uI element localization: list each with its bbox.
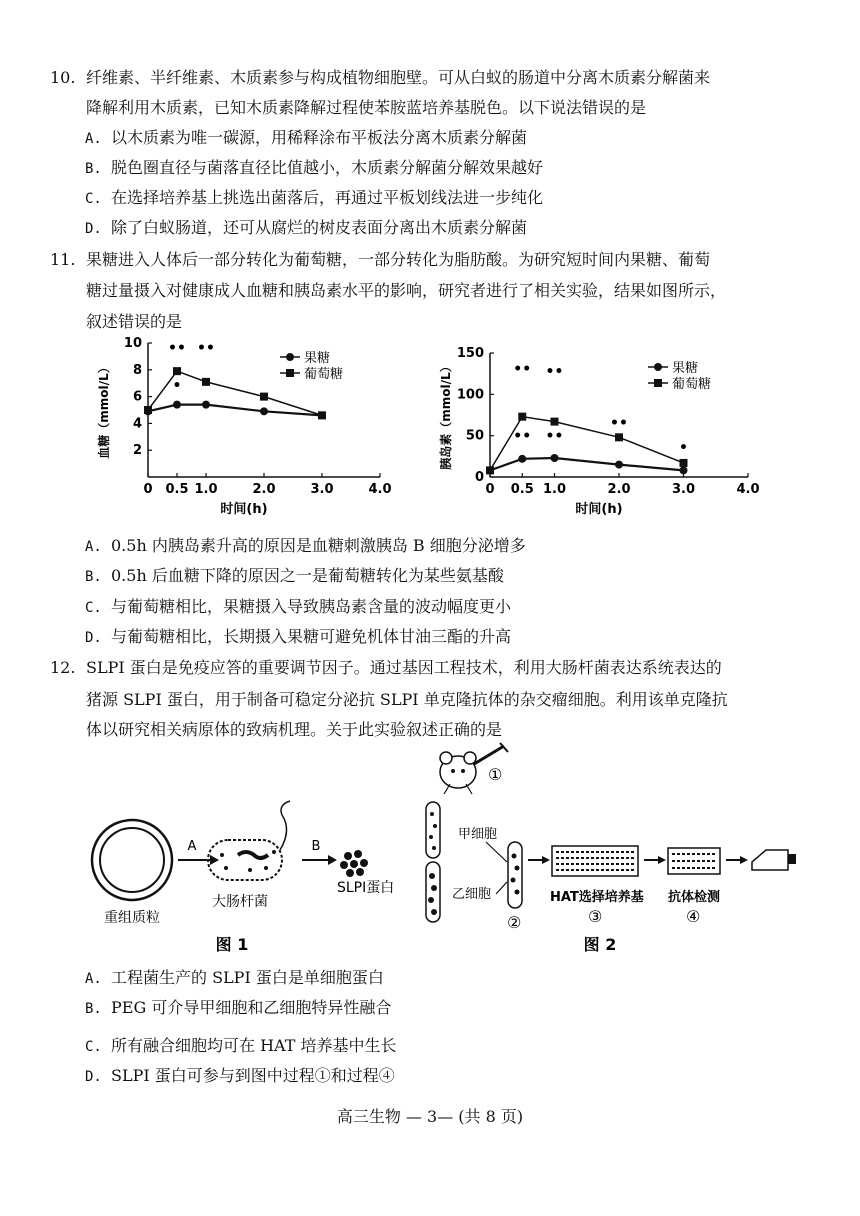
x-tick-label: 0 (143, 482, 153, 497)
step-1-marker: ① (488, 765, 503, 784)
q12-stem-line2: 猪源 SLPI 蛋白，用于制备可稳定分泌抗 SLPI 单克隆抗体的杂交瘤细胞。利用该单克隆抗 (86, 690, 728, 709)
significance-marker: •• (197, 340, 215, 357)
figure-2-caption: 图 2 (583, 935, 617, 954)
q11-option-a: A. 0.5h 内胰岛素升高的原因是血糖刺激胰岛 B 细胞分泌增多 (85, 536, 526, 555)
q10-option-c: C. 在选择培养基上挑选出菌落后，再通过平板划线法进一步纯化 (85, 188, 544, 207)
detection-plate-icon (668, 848, 720, 874)
antibody-detection-label: 抗体检测 (668, 890, 721, 905)
q12-option-d: D. SLPI 蛋白可参与到图中过程①和过程④ (85, 1066, 395, 1085)
data-point-glucose (260, 393, 268, 401)
x-tick-label: 4.0 (736, 482, 760, 497)
figure-1-caption: 图 1 (215, 935, 249, 954)
data-point-glucose (486, 466, 494, 474)
legend-marker (286, 369, 294, 377)
arrow-icon (528, 856, 550, 864)
x-tick-label: 1.0 (542, 482, 567, 497)
q10-stem-line2: 降解利用木质素，已知木质素降解过程使苯胺蓝培养基脱色。以下说法错误的是 (86, 98, 647, 117)
y-tick-label: 150 (456, 346, 484, 361)
legend-label: 葡萄糖 (304, 367, 344, 382)
data-point-glucose (680, 459, 688, 467)
culture-flask-icon (752, 850, 796, 870)
syringe-icon (474, 743, 508, 764)
legend-marker (654, 379, 662, 387)
q10-stem-line1: 纤维素、半纤维素、木质素参与构成植物细胞壁。可从白蚁的肠道中分离木质素分解菌来 (86, 68, 711, 87)
x-axis-label: 时间(h) (575, 502, 623, 517)
test-tube-b-icon (426, 862, 440, 922)
y-tick-label: 10 (123, 336, 142, 351)
significance-marker: •• (168, 340, 186, 357)
plasmid-label: 重组质粒 (104, 910, 160, 926)
q11-stem-line2: 糖过量摄入对健康成人血糖和胰岛素水平的影响，研究者进行了相关实验，结果如图所示， (86, 281, 727, 300)
x-tick-label: 3.0 (671, 482, 696, 497)
x-tick-label: 0 (485, 482, 495, 497)
x-tick-label: 2.0 (252, 482, 276, 497)
recombinant-plasmid-icon (92, 820, 172, 900)
y-tick-label: 100 (456, 387, 484, 403)
step-3-marker: ③ (588, 907, 603, 926)
hat-plate-icon (552, 846, 638, 876)
x-tick-label: 1.0 (194, 482, 218, 497)
y-axis-label: 血糖（mmol/L） (97, 361, 111, 459)
q12-option-a: A. 工程菌生产的 SLPI 蛋白是单细胞蛋白 (85, 968, 384, 987)
x-tick-label: 2.0 (607, 482, 631, 497)
data-point-glucose (615, 433, 623, 441)
slpi-protein-label: SLPⅠ蛋白 (337, 880, 395, 896)
fusion-tube-icon (508, 842, 522, 908)
significance-marker: • (679, 440, 688, 457)
merge-line-a (486, 842, 507, 862)
mouse-icon (440, 752, 476, 794)
step-4-marker: ④ (686, 907, 701, 926)
q12-stem-line1: SLPI 蛋白是免疫应答的重要调节因子。通过基因工程技术，利用大肠杆菌表达系统表达的 (86, 658, 722, 677)
hat-medium-label: HAT选择培养基 (550, 890, 644, 905)
blood-glucose-chart (80, 335, 410, 530)
test-tube-a-icon (426, 802, 440, 858)
data-point-fructose (551, 454, 559, 462)
legend-label: 果糖 (672, 361, 699, 376)
data-point-glucose (518, 413, 526, 421)
significance-marker: •• (545, 428, 564, 445)
x-tick-label: 3.0 (310, 482, 334, 497)
q11-stem-line1: 果糖进入人体后一部分转化为葡萄糖，一部分转化为脂肪酸。为研究短时间内果糖、葡萄 (86, 250, 711, 269)
arrow-b-label: B (311, 839, 321, 854)
y-axis-label: 胰岛素（mmol/L） (439, 360, 453, 470)
y-tick-label: 0 (474, 470, 484, 485)
y-tick-label: 6 (132, 389, 142, 405)
data-point-glucose (144, 406, 152, 414)
legend-marker (286, 353, 294, 361)
significance-marker: •• (513, 361, 532, 378)
legend-label: 葡萄糖 (672, 377, 712, 392)
q11-option-d: D. 与葡萄糖相比，长期摄入果糖可避免机体甘油三酯的升高 (85, 627, 512, 646)
q12-stem-line3: 体以研究相关病原体的致病机理。关于此实验叙述正确的是 (86, 720, 503, 739)
q11-number: 11. (50, 250, 76, 269)
cell-b-label: 乙细胞 (452, 887, 492, 902)
y-tick-label: 8 (132, 362, 142, 378)
page-footer: 高三生物 — 3— (共 8 页) (336, 1107, 524, 1126)
data-point-glucose (202, 378, 210, 386)
arrow-a-icon (178, 855, 219, 865)
figure-2-diagram (410, 742, 810, 956)
x-axis-label: 时间(h) (220, 502, 268, 517)
data-point-fructose (615, 461, 623, 469)
x-tick-label: 0.5 (165, 482, 189, 497)
data-point-glucose (551, 418, 559, 426)
step-2-marker: ② (507, 913, 522, 932)
y-tick-label: 4 (132, 416, 142, 432)
significance-marker: •• (610, 415, 628, 432)
q12-option-b: B. PEG 可介导甲细胞和乙细胞特异性融合 (85, 998, 392, 1017)
e-coli-icon (208, 801, 290, 880)
q12-option-c: C. 所有融合细胞均可在 HAT 培养基中生长 (85, 1036, 397, 1055)
data-point-fructose (173, 401, 181, 409)
figure-1-diagram (80, 800, 410, 960)
q11-option-b: B. 0.5h 后血糖下降的原因之一是葡萄糖转化为某些氨基酸 (85, 566, 504, 585)
cell-a-label: 甲细胞 (458, 827, 498, 842)
y-tick-label: 2 (132, 443, 142, 459)
significance-marker: • (172, 377, 182, 394)
x-tick-label: 4.0 (368, 482, 392, 497)
y-tick-label: 50 (465, 428, 484, 444)
q10-option-a: A. 以木质素为唯一碳源，用稀释涂布平板法分离木质素分解菌 (85, 128, 528, 147)
arrow-icon (644, 856, 666, 864)
data-point-fructose (518, 455, 526, 463)
merge-line-b (496, 882, 507, 894)
slpi-protein-icon (340, 850, 368, 877)
q10-number: 10. (50, 68, 76, 87)
arrow-a-label: A (187, 839, 197, 854)
data-point-fructose (680, 466, 688, 474)
significance-marker: •• (545, 364, 564, 381)
q12-number: 12. (50, 658, 76, 677)
x-tick-label: 0.5 (510, 482, 534, 497)
bacteria-label: 大肠杆菌 (212, 894, 268, 910)
legend-marker (654, 363, 662, 371)
q11-stem-line3: 叙述错误的是 (86, 312, 183, 331)
arrow-b-icon (302, 855, 337, 865)
legend-label: 果糖 (304, 351, 331, 366)
data-point-fructose (260, 407, 268, 415)
data-point-fructose (202, 401, 210, 409)
data-point-glucose (173, 367, 181, 375)
arrow-icon (726, 856, 748, 864)
q10-option-d: D. 除了白蚁肠道，还可从腐烂的树皮表面分离出木质素分解菌 (85, 218, 528, 237)
data-point-glucose (318, 411, 326, 419)
q10-option-b: B. 脱色圈直径与菌落直径比值越小，木质素分解菌分解效果越好 (85, 158, 544, 177)
significance-marker: •• (513, 428, 532, 445)
insulin-chart (430, 335, 780, 530)
q11-option-c: C. 与葡萄糖相比，果糖摄入导致胰岛素含量的波动幅度更小 (85, 597, 512, 616)
